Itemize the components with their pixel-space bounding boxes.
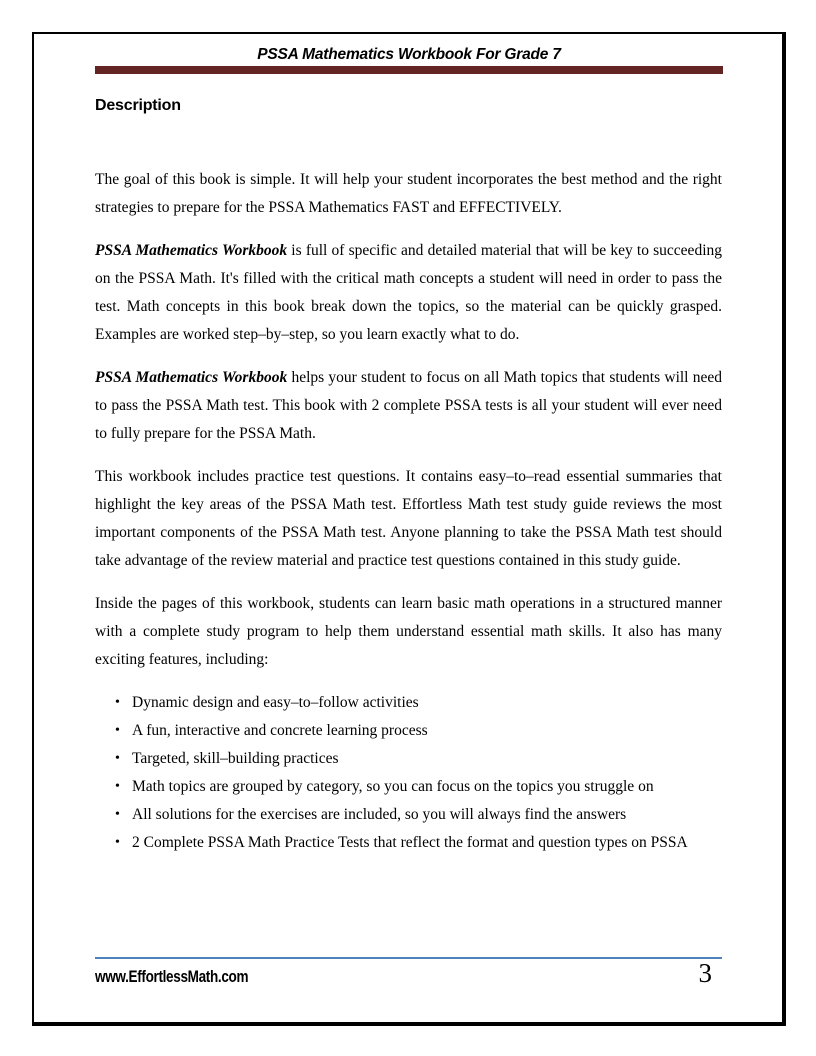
section-heading: Description — [95, 97, 181, 114]
body-content — [95, 166, 722, 857]
body-paragraph — [95, 463, 722, 575]
feature-text: All solutions for the exercises are included, so you will always find the answers — [132, 806, 627, 823]
body-paragraph — [95, 590, 722, 674]
book-title-emphasis: PSSA Mathematics Workbook — [95, 242, 288, 259]
book-title-emphasis: PSSA Mathematics Workbook — [95, 369, 288, 386]
paragraph-text: Inside the pages of this workbook, students can learn basic math operations in a structured manner with a complete study program to help them understand essential math skills. It also has many exciting features, including: — [95, 595, 722, 668]
feature-text: 2 Complete PSSA Math Practice Tests that reflect the format and question types on PSSA — [132, 834, 688, 851]
feature-item — [95, 745, 722, 773]
bullet-icon: • — [115, 723, 120, 738]
paragraph-text: helps your student to focus on all Math topics that students will need to pass the PSSA Math test. This book with 2 complete PSSA tests is all your student will ever need to fully prepare for the PSSA Math. — [95, 369, 722, 442]
body-paragraph — [95, 237, 722, 349]
bullet-icon: • — [115, 779, 120, 794]
header-rule — [95, 66, 723, 74]
bullet-icon: • — [115, 807, 120, 822]
feature-text: A fun, interactive and concrete learning process — [132, 722, 428, 739]
feature-text: Math topics are grouped by category, so you can focus on the topics you struggle on — [132, 778, 654, 795]
bullet-icon: • — [115, 835, 120, 850]
footer-rule — [95, 957, 722, 959]
page-number: 3 — [698, 958, 712, 988]
feature-item — [95, 717, 722, 745]
feature-item — [95, 773, 722, 801]
feature-text: Dynamic design and easy–to–follow activities — [132, 694, 419, 711]
feature-text: Targeted, skill–building practices — [132, 750, 339, 767]
bullet-icon: • — [115, 751, 120, 766]
bullet-icon: • — [115, 695, 120, 710]
feature-item — [95, 829, 722, 857]
body-paragraph — [95, 364, 722, 448]
paragraph-text: is full of specific and detailed material that will be key to succeeding on the PSSA Math. It's filled with the critical math concepts a student will need in order to pass the test. Math concepts in this book break down the topics, so the material can be quickly grasped. Examples are worked step–by–step, so you learn exactly what to do. — [95, 242, 722, 343]
paragraph-text: The goal of this book is simple. It will help your student incorporates the best method and the right strategies to prepare for the PSSA Mathematics FAST and EFFECTIVELY. — [95, 171, 722, 216]
features-list — [95, 689, 722, 857]
paragraph-text: This workbook includes practice test questions. It contains easy–to–read essential summaries that highlight the key areas of the PSSA Math test. Effortless Math test study guide reviews the most important components of the PSSA Math test. Anyone planning to take the PSSA Math test should take advantage of the review material and practice test questions contained in this study guide. — [95, 468, 722, 569]
body-paragraph — [95, 166, 722, 222]
running-header-title: PSSA Mathematics Workbook For Grade 7 — [257, 46, 561, 63]
footer-website: www.EffortlessMath.com — [95, 968, 249, 986]
feature-item — [95, 689, 722, 717]
feature-item — [95, 801, 722, 829]
